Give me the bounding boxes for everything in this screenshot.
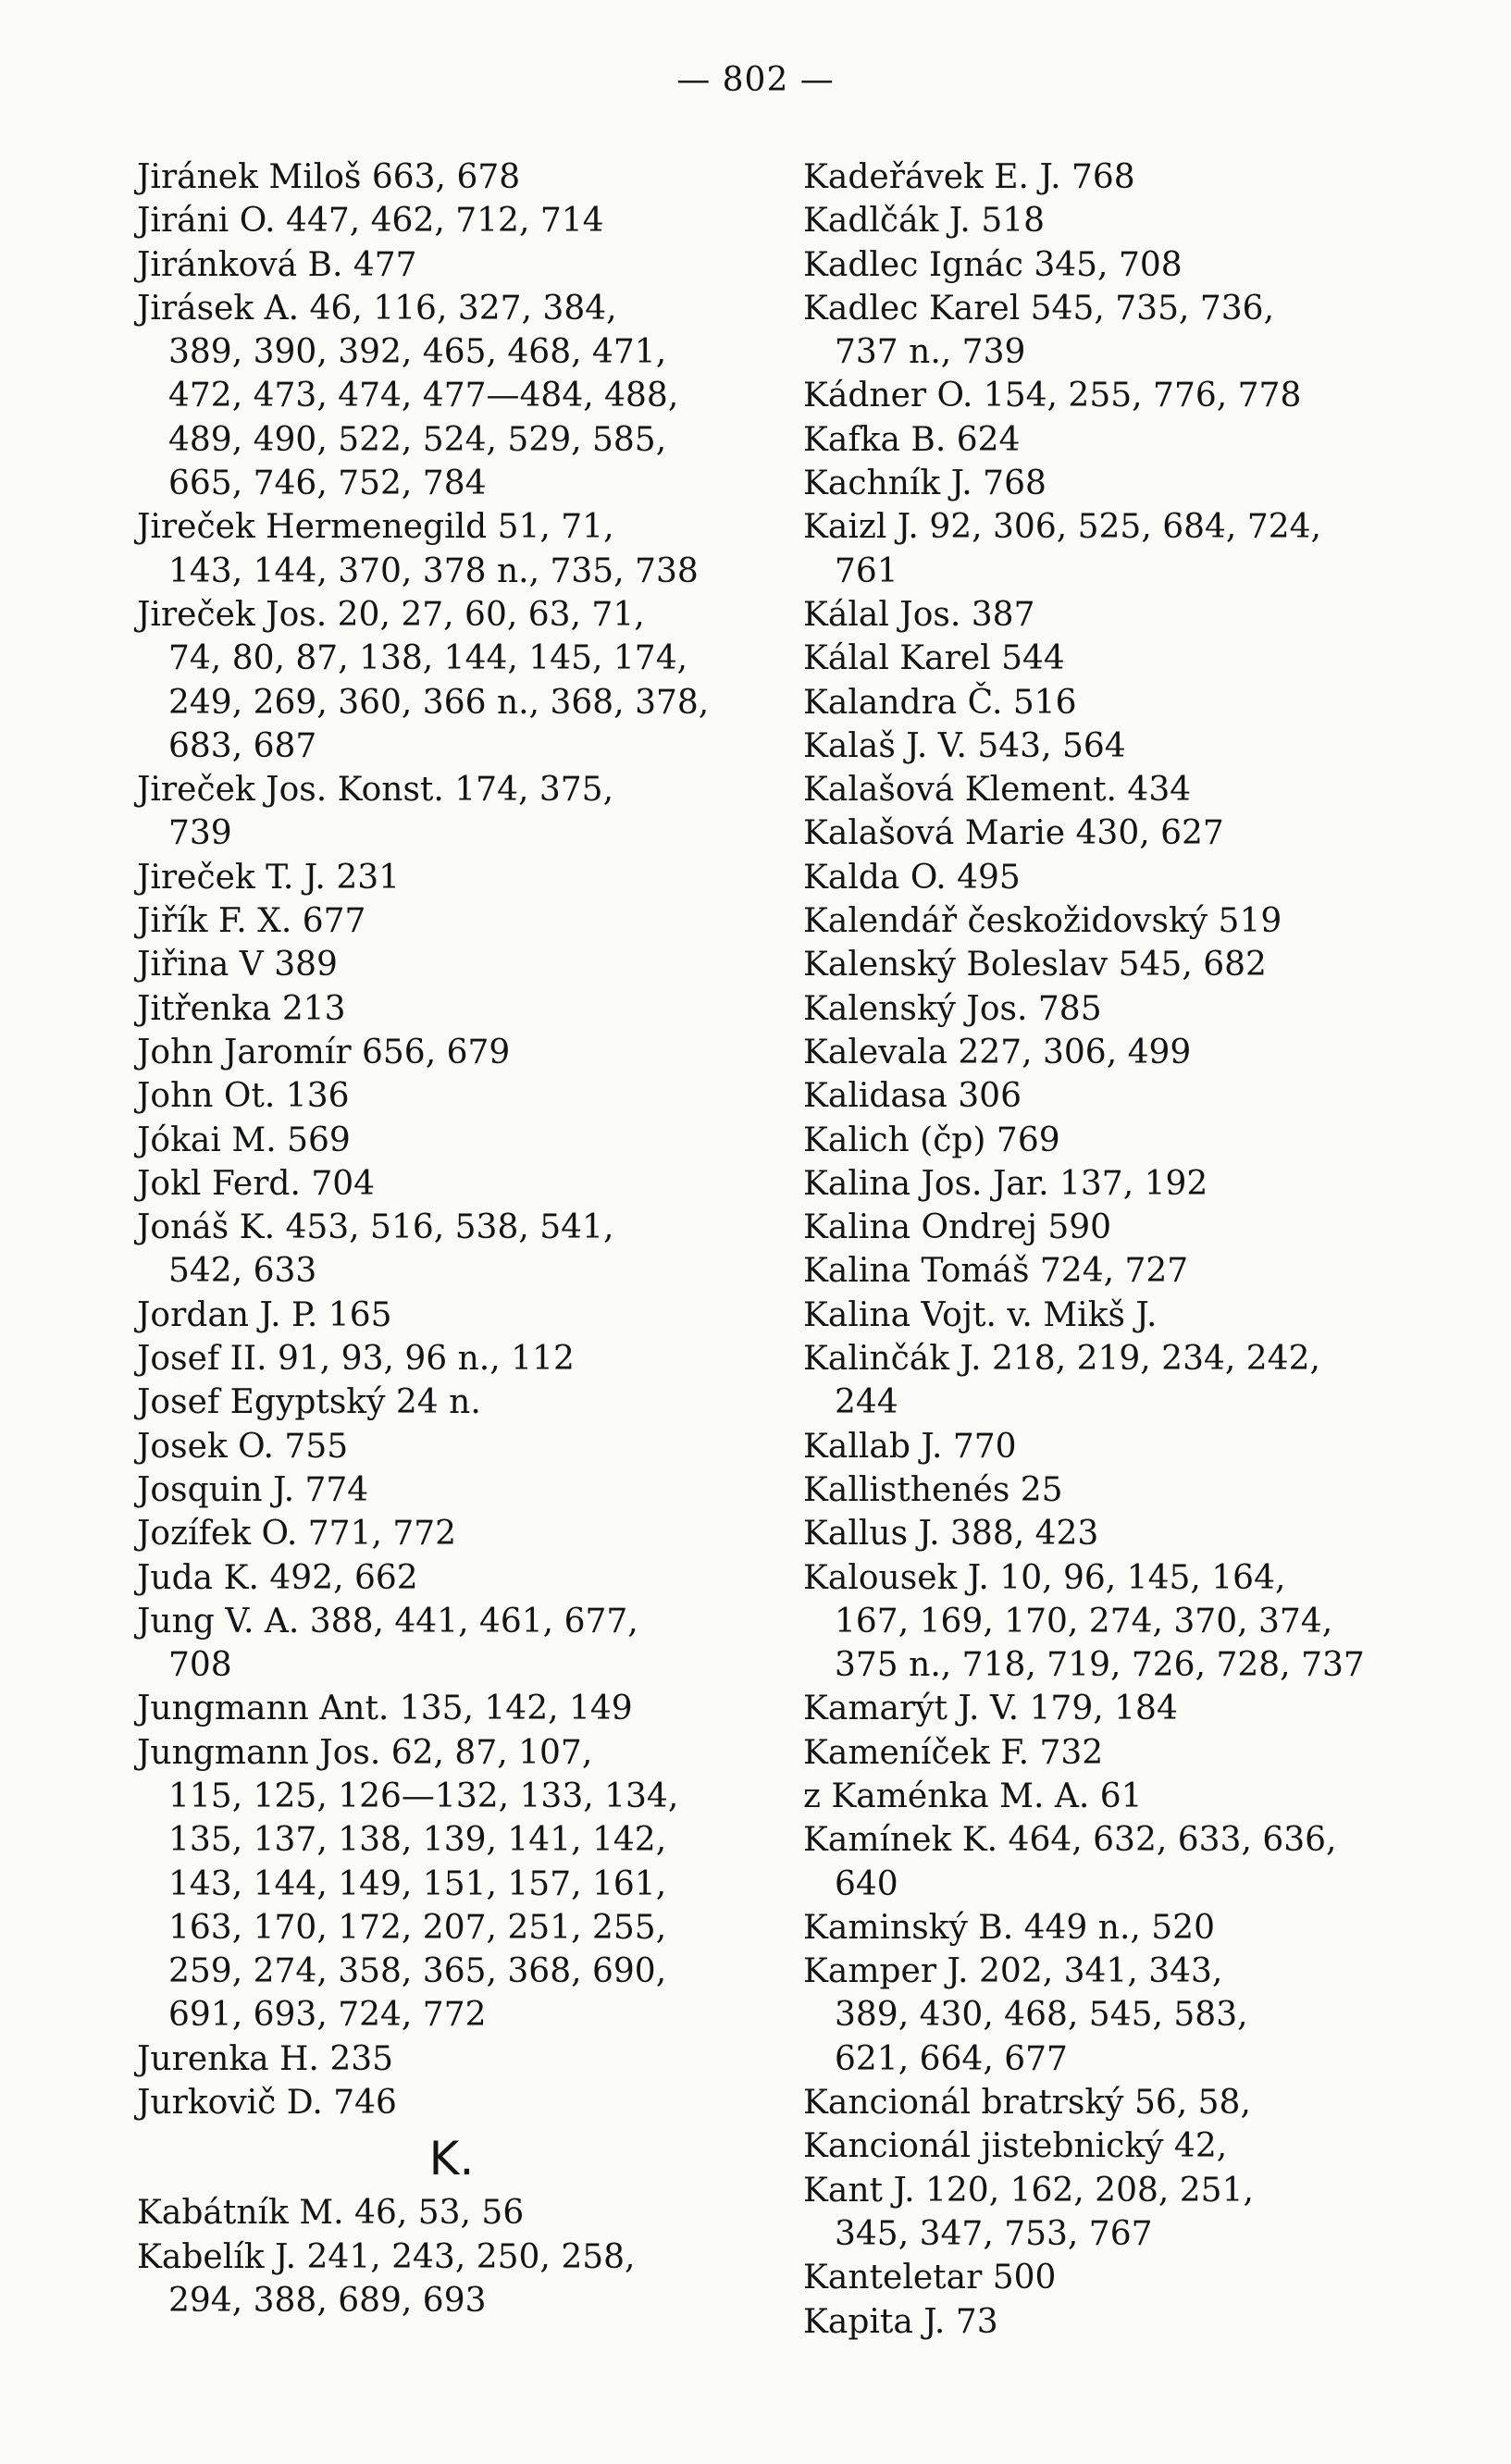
index-entry: [803, 1119, 1432, 1162]
index-entry: [803, 2256, 1432, 2299]
entry-heading: Kalina Jos. Jar. 137, 192: [803, 1164, 1208, 1203]
index-entry: [137, 943, 766, 986]
index-entry: [803, 374, 1432, 417]
entry-heading: John Ot. 136: [137, 1077, 350, 1116]
entry-heading: Kalina Tomáš 724, 727: [803, 1252, 1189, 1291]
entry-heading: Kalich (čp) 769: [803, 1121, 1060, 1159]
index-entry: [803, 1425, 1432, 1468]
entry-continuation: 739: [168, 814, 232, 853]
index-entry: [803, 1818, 1432, 1906]
index-entry: [803, 1906, 1432, 1950]
index-entry: [803, 2300, 1432, 2344]
entry-heading: Kadlec Ignác 345, 708: [803, 245, 1183, 284]
entry-heading: Kalenský Boleslav 545, 682: [803, 946, 1267, 984]
entry-continuation: 294, 388, 689, 693: [168, 2281, 487, 2320]
entry-continuation: 708: [168, 1646, 232, 1685]
index-column-left: [137, 155, 766, 2322]
index-entry: [137, 199, 766, 242]
index-entry: [803, 1162, 1432, 1206]
entry-heading: Kalendář českožidovský 519: [803, 902, 1282, 941]
index-entry: [803, 681, 1432, 724]
entry-continuation: 389, 390, 392, 465, 468, 471,: [168, 333, 667, 372]
entry-continuation: 683, 687: [168, 726, 317, 765]
index-entry: [803, 2169, 1432, 2257]
index-entry: [137, 1337, 766, 1381]
entry-continuation: 345, 347, 753, 767: [835, 2214, 1153, 2253]
index-entry: [137, 1031, 766, 1074]
index-entry: [803, 1512, 1432, 1555]
index-column-right: [803, 155, 1432, 2344]
section-letter: K.: [428, 2132, 475, 2186]
index-entry: [137, 1556, 766, 1600]
entry-heading: Kaminský B. 449 n., 520: [803, 1908, 1215, 1947]
index-entry: [803, 199, 1432, 242]
entry-heading: Jurkovič D. 746: [137, 2084, 397, 2123]
index-entry: [137, 2081, 766, 2124]
index-entry: [803, 2081, 1432, 2124]
index-entry: [137, 1600, 766, 1688]
index-entry: [803, 1249, 1432, 1293]
entry-continuation: 621, 664, 677: [835, 2039, 1068, 2078]
entry-continuation: 259, 274, 358, 365, 368, 690,: [168, 1952, 667, 1991]
entry-continuation: 74, 80, 87, 138, 144, 145, 174,: [168, 639, 688, 678]
entry-heading: Kallus J. 388, 423: [803, 1515, 1099, 1554]
entry-heading: Kancionál bratrský 56, 58,: [803, 2084, 1251, 2123]
index-entry: [803, 243, 1432, 287]
index-entry: [803, 1206, 1432, 1249]
entry-continuation: 472, 473, 474, 477—484, 488,: [168, 377, 679, 415]
entry-heading: Kalenský Jos. 785: [803, 989, 1102, 1028]
index-entry: [137, 1162, 766, 1206]
index-entry: [137, 768, 766, 856]
entry-heading: Kallab J. 770: [803, 1427, 1017, 1466]
index-entry: [137, 593, 766, 768]
index-entry: [803, 1950, 1432, 2081]
index-entry: [137, 1468, 766, 1512]
entry-heading: Jireček Jos. 20, 27, 60, 63, 71,: [137, 595, 645, 634]
entry-heading: Jiránek Miloš 663, 678: [137, 158, 521, 196]
index-entry: [803, 1687, 1432, 1730]
index-entry: [137, 2235, 766, 2323]
index-entry: [803, 899, 1432, 943]
index-entry: [803, 155, 1432, 199]
index-entry: [803, 1775, 1432, 1818]
index-entry: [137, 899, 766, 943]
entry-heading: Kalina Ondrej 590: [803, 1208, 1112, 1247]
entry-heading: Kálal Jos. 387: [803, 595, 1035, 634]
entry-heading: Jitřenka 213: [137, 989, 346, 1028]
entry-continuation: 244: [835, 1383, 898, 1422]
entry-heading: Kabátník M. 46, 53, 56: [137, 2194, 525, 2233]
entry-heading: Josef Egyptský 24 n.: [137, 1383, 481, 1422]
index-entry: [137, 1512, 766, 1555]
entry-continuation: 163, 170, 172, 207, 251, 255,: [168, 1908, 667, 1947]
index-entry: [137, 987, 766, 1031]
entry-heading: Jireček Jos. Konst. 174, 375,: [137, 771, 614, 810]
entry-heading: Kalousek J. 10, 96, 145, 164,: [803, 1558, 1286, 1597]
entry-heading: Kadlčák J. 518: [803, 202, 1046, 241]
index-entry: [137, 1294, 766, 1337]
entry-heading: Kalinčák J. 218, 219, 234, 242,: [803, 1340, 1320, 1379]
entry-heading: Kachník J. 768: [803, 464, 1047, 503]
entry-continuation: 761: [835, 551, 898, 590]
index-entry: [803, 2124, 1432, 2168]
entry-heading: Kalaš J. V. 543, 564: [803, 726, 1126, 765]
index-entry: [803, 1031, 1432, 1074]
index-entry: [803, 1731, 1432, 1775]
entry-continuation: 691, 693, 724, 772: [168, 1996, 487, 2035]
index-entry: [803, 1556, 1432, 1688]
index-entry: [803, 418, 1432, 462]
entry-heading: Kalidasa 306: [803, 1077, 1022, 1116]
index-entry: [803, 856, 1432, 899]
index-entry: [803, 593, 1432, 637]
index-entry: [803, 768, 1432, 811]
entry-continuation: 143, 144, 370, 378 n., 735, 738: [168, 551, 699, 590]
entry-heading: Kapita J. 73: [803, 2302, 998, 2341]
entry-heading: Jordan J. P. 165: [137, 1295, 392, 1334]
entry-heading: Jung V. A. 388, 441, 461, 677,: [137, 1602, 638, 1641]
entry-heading: Kant J. 120, 162, 208, 251,: [803, 2171, 1254, 2210]
index-entry: [137, 287, 766, 505]
entry-heading: Jókai M. 569: [137, 1121, 351, 1159]
index-entry: [137, 505, 766, 593]
page-number: — 802 —: [676, 61, 835, 99]
index-entry: [803, 811, 1432, 855]
entry-heading: Josek O. 755: [137, 1427, 349, 1466]
entry-heading: Jokl Ferd. 704: [137, 1164, 376, 1203]
entry-heading: Kamarýt J. V. 179, 184: [803, 1690, 1178, 1728]
index-entry: [803, 724, 1432, 768]
entry-heading: Jireček T. J. 231: [137, 858, 401, 897]
entry-continuation: 389, 430, 468, 545, 583,: [835, 1996, 1248, 2035]
index-entry: [137, 1074, 766, 1118]
entry-continuation: 489, 490, 522, 524, 529, 585,: [168, 420, 667, 459]
entry-heading: Josef II. 91, 93, 96 n., 112: [137, 1340, 575, 1379]
entry-heading: Kadeřávek E. J. 768: [803, 158, 1135, 196]
entry-heading: Kallisthenés 25: [803, 1470, 1063, 1509]
index-entry: [803, 1468, 1432, 1512]
entry-heading: Jungmann Jos. 62, 87, 107,: [137, 1733, 593, 1772]
index-entry: [137, 2191, 766, 2235]
index-entry: [137, 1206, 766, 1294]
entry-continuation: 167, 169, 170, 274, 370, 374,: [835, 1602, 1333, 1641]
entry-continuation: 665, 746, 752, 784: [168, 464, 487, 503]
index-entry: [137, 1381, 766, 1424]
entry-continuation: 135, 137, 138, 139, 141, 142,: [168, 1821, 667, 1860]
entry-heading: Kalašová Marie 430, 627: [803, 814, 1224, 853]
entry-heading: Kamper J. 202, 341, 343,: [803, 1952, 1223, 1991]
index-entry: [137, 155, 766, 199]
entry-heading: Josquin J. 774: [137, 1470, 369, 1509]
entry-heading: Kafka B. 624: [803, 420, 1021, 459]
index-entry: [803, 637, 1432, 680]
index-entry: [803, 1074, 1432, 1118]
index-entry: [137, 1687, 766, 1730]
index-entry: [803, 505, 1432, 593]
entry-heading: Kaizl J. 92, 306, 525, 684, 724,: [803, 508, 1321, 547]
entry-continuation: 375 n., 718, 719, 726, 728, 737: [835, 1646, 1365, 1685]
entry-heading: Jonáš K. 453, 516, 538, 541,: [137, 1208, 614, 1247]
entry-heading: John Jaromír 656, 679: [137, 1033, 511, 1071]
index-entry: [803, 287, 1432, 375]
entry-heading: Jiránková B. 477: [137, 245, 417, 284]
index-entry: [137, 243, 766, 287]
entry-heading: Kalandra Č. 516: [803, 683, 1077, 722]
entry-heading: Kalda O. 495: [803, 858, 1021, 897]
entry-heading: Kalina Vojt. v. Mikš J.: [803, 1295, 1158, 1334]
entry-heading: Jireček Hermenegild 51, 71,: [137, 508, 614, 547]
entry-heading: Jungmann Ant. 135, 142, 149: [137, 1690, 633, 1728]
entry-continuation: 143, 144, 149, 151, 157, 161,: [168, 1864, 667, 1903]
entry-continuation: 542, 633: [168, 1252, 317, 1291]
index-entry: [137, 1119, 766, 1162]
index-entry: [803, 1294, 1432, 1337]
index-entry: [137, 856, 766, 899]
index-entry: [137, 1425, 766, 1468]
entry-heading: Jozífek O. 771, 772: [137, 1515, 457, 1554]
entry-heading: Kancionál jistebnický 42,: [803, 2127, 1228, 2166]
entry-heading: Kamínek K. 464, 632, 633, 636,: [803, 1821, 1337, 1860]
entry-heading: Jiráni O. 447, 462, 712, 714: [137, 202, 604, 241]
index-entry: [803, 987, 1432, 1031]
entry-heading: Kanteletar 500: [803, 2259, 1057, 2297]
index-entry: [803, 943, 1432, 986]
entry-heading: Kádner O. 154, 255, 776, 778: [803, 377, 1302, 415]
entry-heading: Juda K. 492, 662: [137, 1558, 418, 1597]
entry-heading: Jirásek A. 46, 116, 327, 384,: [137, 289, 617, 328]
index-entry: [803, 462, 1432, 505]
index-entry: [137, 2037, 766, 2081]
entry-heading: Kadlec Karel 545, 735, 736,: [803, 289, 1275, 328]
entry-continuation: 640: [835, 1864, 898, 1903]
entry-heading: Jiřík F. X. 677: [137, 902, 366, 941]
entry-continuation: 115, 125, 126—132, 133, 134,: [168, 1777, 679, 1815]
entry-continuation: 249, 269, 360, 366 n., 368, 378,: [168, 683, 710, 722]
entry-heading: Kabelík J. 241, 243, 250, 258,: [137, 2237, 636, 2276]
index-entry: [137, 1731, 766, 2037]
entry-continuation: 737 n., 739: [835, 333, 1026, 372]
entry-heading: Kalašová Klement. 434: [803, 771, 1192, 810]
entry-heading: Kalevala 227, 306, 499: [803, 1033, 1192, 1071]
entry-heading: Jurenka H. 235: [137, 2039, 394, 2078]
entry-heading: Jiřina V 389: [137, 946, 338, 984]
entry-heading: Kameníček F. 732: [803, 1733, 1104, 1772]
entry-heading: z Kaménka M. A. 61: [803, 1777, 1143, 1815]
index-entry: [803, 1337, 1432, 1425]
entry-heading: Kálal Karel 544: [803, 639, 1065, 678]
